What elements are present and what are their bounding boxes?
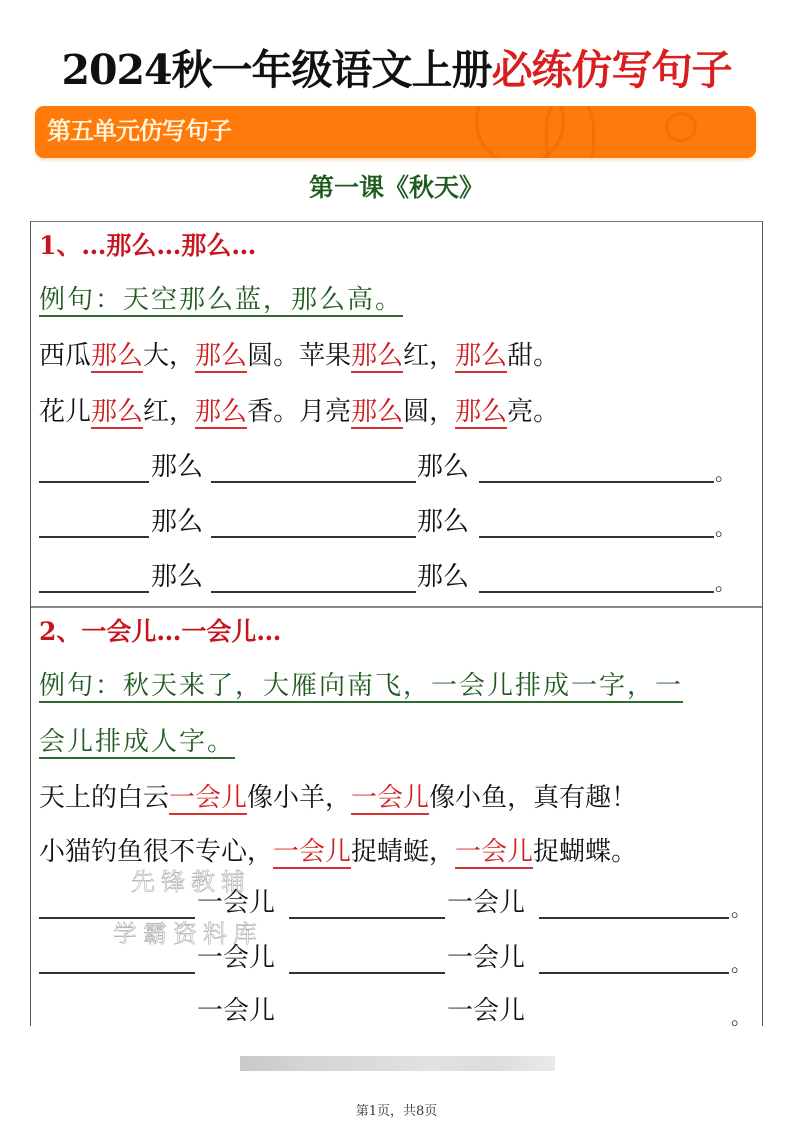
lesson-title: 第一课《秋天》	[308, 173, 484, 202]
section-1-fill-row	[39, 448, 759, 488]
section-2-example-row-1	[39, 666, 683, 706]
section-1-example: 例句：天空那么蓝，那么高。	[39, 285, 404, 315]
sentence-text: 花儿	[39, 397, 92, 427]
end-mark: 。	[715, 571, 735, 595]
highlighted-keyword: 那么	[455, 397, 508, 427]
highlighted-keyword: 那么	[455, 341, 508, 371]
highlighted-keyword: 那么	[351, 341, 404, 371]
section-1-example-row	[39, 280, 403, 320]
section-divider	[31, 606, 762, 608]
redacted-bar	[240, 1056, 555, 1071]
sentence-text: 圆，	[403, 397, 456, 427]
answer-blank[interactable]	[539, 972, 729, 974]
exercise-box	[30, 221, 763, 1029]
section-2-sample-2	[39, 832, 637, 872]
keyword: 那么	[417, 507, 470, 537]
keyword: 那么	[417, 452, 470, 482]
section-1-sample-2	[39, 392, 559, 432]
section-1-fill-row	[39, 503, 759, 543]
sentence-text: 红，	[403, 341, 456, 371]
answer-blank[interactable]	[39, 972, 195, 974]
highlighted-keyword: 那么	[351, 397, 404, 427]
keyword: 一会儿	[447, 943, 526, 973]
keyword: 那么	[151, 507, 204, 537]
keyword: 那么	[151, 452, 204, 482]
answer-blank[interactable]	[479, 481, 714, 483]
highlighted-keyword: 一会儿	[273, 837, 352, 867]
unit-banner-label: 第五单元仿写句子	[47, 116, 231, 145]
answer-blank[interactable]	[39, 481, 149, 483]
end-mark: 。	[731, 952, 751, 976]
keyword: 一会儿	[197, 888, 276, 918]
section-2-fill-row	[39, 992, 759, 1032]
sentence-text: 小猫钓鱼很不专心，	[39, 837, 274, 867]
sentence-text: 亮。	[507, 397, 560, 427]
highlighted-keyword: 一会儿	[169, 783, 248, 813]
sentence-text: 圆。苹果	[247, 341, 352, 371]
answer-blank[interactable]	[211, 481, 416, 483]
end-mark: 。	[715, 516, 735, 540]
section-2-sample-1	[39, 778, 637, 818]
watermark-line-1: 先锋教辅	[131, 868, 251, 896]
banner-decoration-icon	[665, 112, 697, 142]
end-mark: 。	[731, 897, 751, 921]
sentence-text: 香。月亮	[247, 397, 352, 427]
document-title	[0, 42, 793, 98]
section-2-fill-row	[39, 939, 759, 979]
answer-blank[interactable]	[289, 972, 445, 974]
watermark-line-2: 学霸资料库	[113, 920, 263, 948]
section-2-example-line-2: 会儿排成人字。	[39, 727, 236, 757]
sentence-text: 像小鱼，真有趣！	[429, 783, 638, 813]
answer-blank[interactable]	[39, 536, 149, 538]
banner-decoration-icon	[545, 106, 595, 158]
section-2-fill-row	[39, 884, 759, 924]
keyword: 一会儿	[447, 888, 526, 918]
sentence-text: 捉蜻蜓，	[351, 837, 456, 867]
sentence-text: 捉蝴蝶。	[533, 837, 638, 867]
answer-blank[interactable]	[479, 591, 714, 593]
highlighted-keyword: 那么	[195, 397, 248, 427]
end-mark: 。	[715, 461, 735, 485]
section-1-heading: 1、…那么…那么…	[39, 231, 257, 260]
sentence-text: 红，	[143, 397, 196, 427]
sentence-text: 天上的白云	[39, 783, 170, 813]
page-number: 第1页，共8页	[355, 1104, 438, 1119]
answer-blank[interactable]	[39, 917, 195, 919]
section-2-example-line-1: 例句：秋天来了，大雁向南飞，一会儿排成一字，一	[39, 671, 684, 701]
highlighted-keyword: 一会儿	[351, 783, 430, 813]
keyword: 那么	[417, 562, 470, 592]
section-2-example-row-2	[39, 722, 235, 762]
keyword: 一会儿	[197, 996, 276, 1026]
answer-blank[interactable]	[39, 591, 149, 593]
end-mark: 。	[731, 1005, 751, 1029]
keyword: 那么	[151, 562, 204, 592]
highlighted-keyword: 那么	[195, 341, 248, 371]
section-2-heading: 2、一会儿…一会儿…	[39, 617, 282, 646]
title-main: 2024秋一年级语文上册	[61, 46, 492, 94]
sentence-text: 西瓜	[39, 341, 92, 371]
highlighted-keyword: 那么	[91, 397, 144, 427]
unit-banner	[35, 106, 756, 158]
sentence-text: 甜。	[507, 341, 560, 371]
answer-blank[interactable]	[539, 917, 729, 919]
section-1-fill-row	[39, 558, 759, 598]
highlighted-keyword: 那么	[91, 341, 144, 371]
highlighted-keyword: 一会儿	[455, 837, 534, 867]
keyword: 一会儿	[197, 943, 276, 973]
sentence-text: 大，	[143, 341, 196, 371]
sentence-text: 像小羊，	[247, 783, 352, 813]
answer-blank[interactable]	[289, 917, 445, 919]
answer-blank[interactable]	[479, 536, 714, 538]
answer-blank[interactable]	[211, 536, 416, 538]
keyword: 一会儿	[447, 996, 526, 1026]
answer-blank[interactable]	[211, 591, 416, 593]
section-1-sample-1	[39, 336, 559, 376]
title-highlight: 必练仿写句子	[491, 46, 732, 94]
